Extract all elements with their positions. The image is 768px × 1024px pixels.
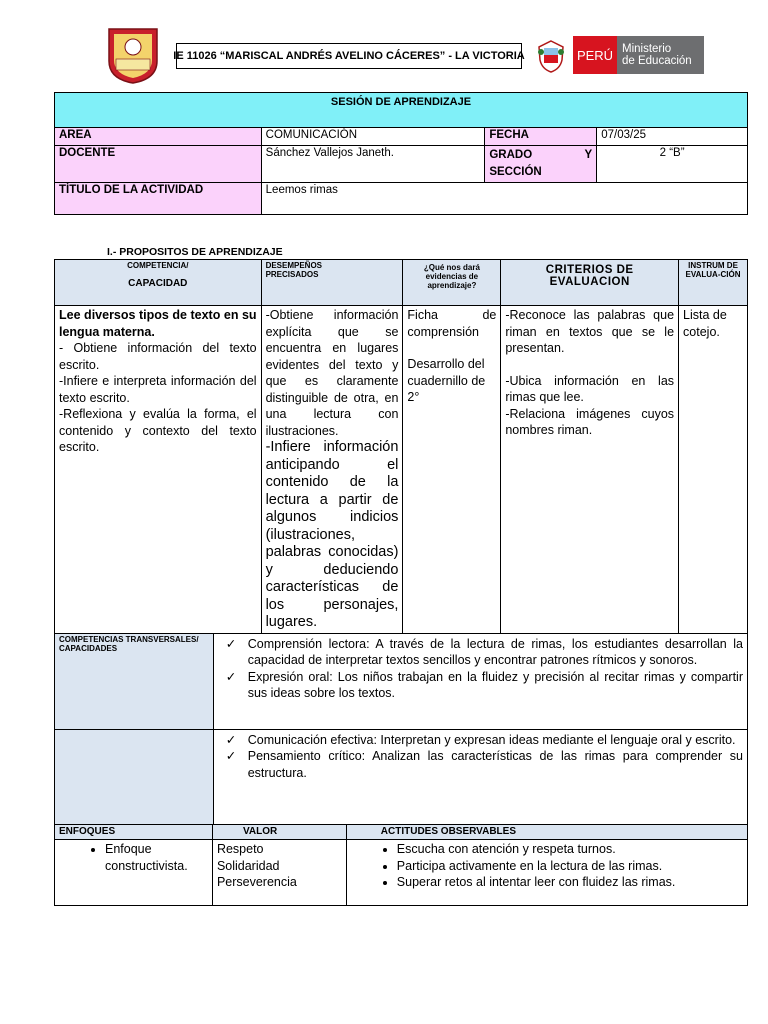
peru-label: PERÚ [576,47,614,63]
criterio-1: -Reconoce las palabras que riman en textos que se le presentan. [505,308,675,355]
area-value: COMUNICACIÓN [261,128,485,146]
criterio-2: -Ubica información en las rimas que lee. [505,373,675,404]
valor-item: Perseverencia [216,875,297,889]
enfoques-header: ENFOQUES [55,825,213,840]
capacidad-1: - Obtiene información del texto escrito. [59,341,257,372]
transversal-item: ✓ Pensamiento crítico: Analizan las características de las rimas para comprender su estructura. [248,748,743,781]
propositos-heading: I.- PROPOSITOS DE APRENDIZAJE [107,246,283,258]
actitud-item: • Escucha con atención y respeta turnos. [397,841,743,858]
header-instrumento: INSTRUM DE EVALUA-CIÓN [679,260,748,306]
titulo-label: TÍTULO DE LA ACTIVIDAD [55,183,262,215]
valor-item: Solidaridad [216,858,280,873]
ministry-line-2: de Educación [622,55,692,67]
competencia-title: Lee diversos tipos de texto en su lengua materna. [59,308,257,339]
school-name-box [173,43,525,69]
competencia-cell [55,306,262,634]
actitud-item: • Superar retos al intentar leer con fluidez las rimas. [397,874,743,891]
capacidad-3: -Reflexiona y evalúa la forma, el contenido y contexto del texto escrito. [59,407,257,454]
transversales-list-2 [218,732,743,782]
header-desempenos-line-1: DESEMPEÑOS [265,261,323,270]
seccion-label-text: SECCIÓN [489,166,542,178]
school-logo [107,25,159,85]
header-desempenos-line-2: PRECISADOS [265,270,319,279]
school-name: IE 11026 “MARISCAL ANDRÉS AVELINO CÁCERES” - LA VICTORIA [173,50,525,62]
grado-label-text: GRADO [489,149,533,161]
header-desempenos [261,260,403,306]
desempenos-cell [261,306,403,634]
transversales-label-cont [55,729,214,824]
header-evidencias: ¿Qué nos dará evidencias de aprendizaje? [403,260,501,306]
desempeno-2: -Infiere información anticipando el contenido de la lectura a partir de algunos indicios (ilustraciones, palabras conocidas) y deduciendo características de los personajes, lugares. [265,439,399,630]
actitudes-cell [346,840,747,906]
actitud-item: • Participa activamente en la lectura de las rimas. [397,858,743,875]
fecha-label: FECHA [485,128,597,146]
session-title: SESIÓN DE APRENDIZAJE [55,93,748,128]
transversales-list-1 [218,636,743,702]
instrumento-value: Lista de cotejo. [679,306,748,634]
ministry-brand [617,36,704,74]
evidencia-2: Desarrollo del cuadernillo de 2° [407,357,486,404]
peru-shield-icon [536,38,566,74]
criterio-3: -Relaciona imágenes cuyos nombres riman. [505,406,675,437]
transversales-label: COMPETENCIAS TRANSVERSALES/ CAPACIDADES [55,633,214,729]
header-criterios-line-2: EVALUACION [549,276,630,288]
valor-cell [212,840,346,906]
actitudes-header: ACTITUDES OBSERVABLES [346,825,747,840]
titulo-value: Leemos rimas [261,183,747,215]
header-competencia-line-1: COMPETENCIA/ [127,261,189,270]
transversal-item: ✓ Comunicación efectiva: Interpretan y expresan ideas mediante el lenguaje oral y escrito. [248,732,743,749]
propositos-table [54,259,748,825]
enfoque-list [59,841,208,874]
evidencia-1: Ficha de comprensión [407,308,497,339]
header-competencia [55,260,262,306]
grado-label [485,146,597,183]
peru-brand [573,36,617,74]
actitudes-list [351,841,743,891]
transversales-block-2 [213,729,747,824]
enfoques-table [54,824,748,906]
valor-header: VALOR [212,825,346,840]
docente-label: DOCENTE [55,146,262,183]
transversal-item: ✓ Expresión oral: Los niños trabajan en la fluidez y precisión al recitar rimas y compartir sus ideas sobre los textos. [248,669,743,702]
transversal-item: ✓ Comprensión lectora: A través de la lectura de rimas, los estudiantes desarrollan la capacidad de interpretar textos sencillos y encontrar patrones rítmicos y sonoros. [248,636,743,669]
enfoque-cell [55,840,213,906]
evidencias-cell [403,306,501,634]
fecha-value: 07/03/25 [597,128,748,146]
ministry-line-1: Ministerio [622,43,672,55]
area-label: AREA [55,128,262,146]
header-criterios [501,260,679,306]
capacidad-2: -Infiere e interpreta información del texto escrito. [59,374,257,405]
criterios-cell [501,306,679,634]
header-criterios-line-1: CRITERIOS DE [545,264,634,276]
session-table [54,92,748,215]
grado-label-y: Y [584,149,593,161]
grado-value: 2 “B” [597,146,748,183]
header-competencia-line-2: CAPACIDAD [128,278,188,289]
enfoque-item: • Enfoque constructivista. [105,841,208,874]
docente-value: Sánchez Vallejos Janeth. [261,146,485,183]
transversales-block-1 [213,633,747,729]
desempeno-1: -Obtiene información explícita que se encuentra en lugares evidentes del texto y que es claramente distinguible de otra, en una lectura con ilustraciones. [265,308,399,438]
valor-item: Respeto [216,842,264,856]
